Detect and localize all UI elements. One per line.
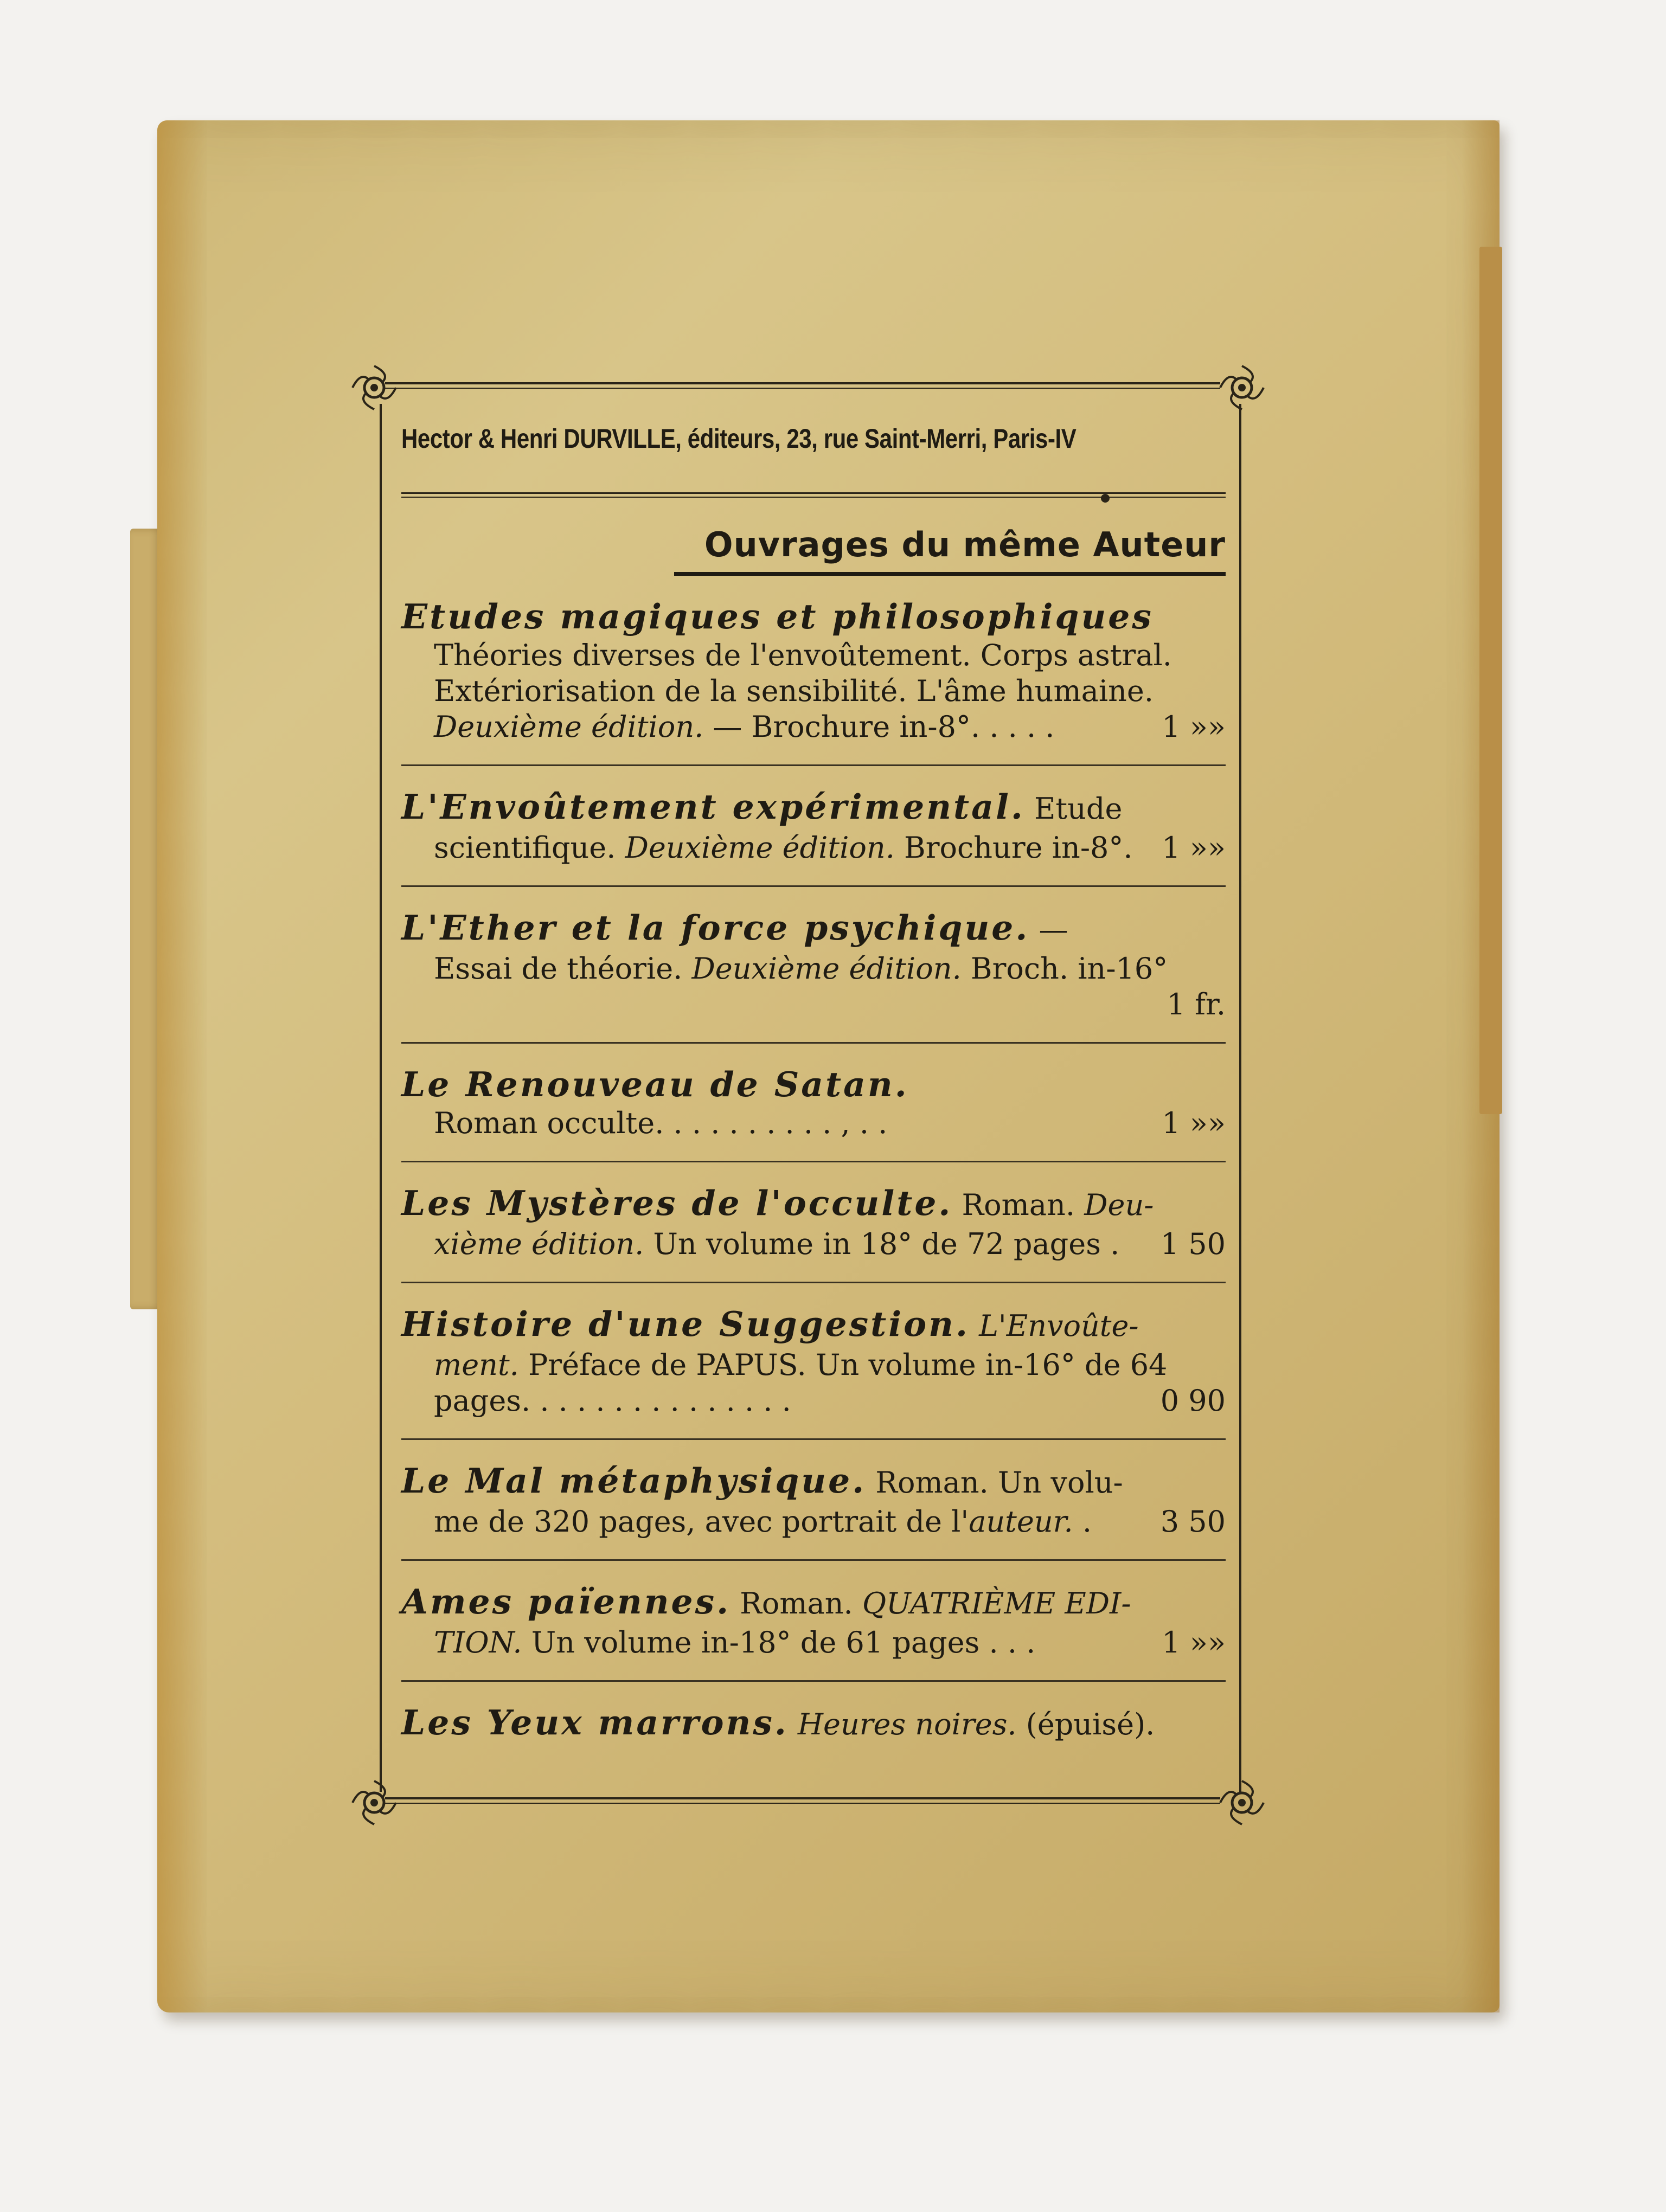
publisher-rule [401, 492, 1226, 498]
title-trail [970, 1309, 1139, 1343]
heading-underline [674, 572, 1226, 576]
title-trail [789, 1707, 1155, 1741]
entry-divider [401, 1282, 1226, 1283]
price: 1 »» [1162, 1106, 1226, 1140]
description-text: Essai de théorie. [434, 951, 692, 986]
book-description [401, 1625, 1226, 1661]
edition-label: auteur. [969, 1504, 1073, 1539]
title-text: Les Mystères de l'occulte. [401, 1183, 953, 1223]
format-text: Un volume in-18° de 61 pages . . . [522, 1625, 1036, 1660]
corner-ornament-icon [1215, 1776, 1269, 1830]
description-line: Théories diverses de l'envoûtement. Corps astral. [434, 638, 1172, 672]
book-description [401, 1504, 1226, 1540]
title-trail: Etude [1024, 792, 1123, 826]
cover-text-block [401, 407, 1226, 1746]
price: 1 »» [1162, 1625, 1226, 1660]
title-trail-italic: Heures noires. [788, 1707, 1017, 1741]
format-text: Un volume in 18° de 72 pages . [644, 1227, 1120, 1261]
price: 1 fr. [1167, 987, 1226, 1021]
edition-label: TION. [434, 1625, 522, 1660]
book-entry [401, 1580, 1226, 1661]
book-entry [401, 1459, 1226, 1540]
publisher-line: Hector & Henri DURVILLE, éditeurs, 23, rue Saint-Merri, Paris-IV [401, 423, 1077, 454]
corner-ornament-icon [347, 361, 401, 415]
title-trail-text: Roman. [731, 1586, 862, 1621]
price: 0 90 [1160, 1384, 1226, 1418]
title-trail: Roman. Un volu- [866, 1465, 1123, 1500]
book-description [401, 830, 1226, 866]
frame-right-rule [1239, 404, 1241, 1792]
format-text: Broch. in-16° [961, 951, 1168, 986]
format-text: — Brochure in-8°. . . . . [703, 710, 1055, 744]
entry-divider [401, 1559, 1226, 1561]
price: 3 50 [1160, 1504, 1226, 1539]
description-text: scientifique. [434, 831, 625, 865]
section-heading: Ouvrages du même Auteur [704, 525, 1226, 564]
title-text: L'Ether et la force psychique. [401, 908, 1030, 948]
book-description [401, 1105, 1226, 1141]
book-entry [401, 906, 1226, 1023]
description-line: Extériorisation de la sensibilité. L'âme humaine. [434, 674, 1154, 708]
title-trail-text: Roman. [952, 1188, 1085, 1222]
title-trail-text: (épuisé). [1016, 1707, 1155, 1741]
book-title [401, 1580, 1226, 1625]
description-text: pages. . . . . . . . . . . . . . . [434, 1384, 791, 1418]
book-description [401, 951, 1226, 1023]
book-description [401, 1347, 1226, 1419]
price: 1 50 [1160, 1227, 1226, 1261]
title-text: Les Yeux marrons. [401, 1702, 789, 1742]
edition-label: Deuxième édition. [691, 951, 962, 986]
book-title [401, 1303, 1226, 1347]
price: 1 »» [1162, 710, 1226, 744]
description-text: me de 320 pages, avec portrait de l' [434, 1504, 969, 1539]
format-text: . [1073, 1504, 1092, 1539]
price: 1 »» [1162, 831, 1226, 865]
title-text: Histoire d'une Suggestion. [401, 1304, 970, 1344]
edition-label: Deuxième édition. [434, 710, 704, 744]
edition-label: xième édition. [434, 1227, 644, 1261]
entry-divider [401, 885, 1226, 887]
book-title [401, 1182, 1226, 1226]
title-trail-italic: Deu- [1084, 1188, 1154, 1222]
book-title [401, 906, 1226, 951]
frame-left-rule [380, 404, 382, 1792]
book-description [401, 1226, 1226, 1262]
book-entry [401, 1303, 1226, 1419]
title-text: Le Mal métaphysique. [401, 1461, 867, 1501]
frame-top-rule [385, 382, 1220, 389]
book-title: Le Renouveau de Satan. [401, 1064, 909, 1104]
format-text: Préface de PAPUS. Un volume in-16° de 64 [518, 1348, 1168, 1382]
book-title [401, 1459, 1226, 1504]
book-entry [401, 1182, 1226, 1262]
book-entry [401, 1701, 1226, 1746]
corner-ornament-icon [347, 1776, 401, 1830]
description-line [434, 1383, 1226, 1419]
title-trail [952, 1188, 1154, 1222]
frame-bottom-rule [385, 1797, 1220, 1804]
title-trail [731, 1586, 1131, 1621]
book-entry [401, 786, 1226, 866]
edition-label: Deuxième édition. [625, 831, 895, 865]
entry-divider [401, 1042, 1226, 1044]
book-entry [401, 595, 1226, 745]
description-line [434, 709, 1226, 745]
entry-divider [401, 1161, 1226, 1162]
title-text: L'Envoûtement expérimental. [401, 787, 1025, 827]
book-title: Etudes magiques et philosophiques [401, 596, 1154, 636]
format-text: Brochure in-8°. [894, 831, 1133, 865]
title-trail-italic: QUATRIÈME EDI- [862, 1586, 1131, 1621]
description-text: Roman occulte. . . . . . . . . . , . . [434, 1106, 888, 1140]
book-entry [401, 1063, 1226, 1141]
entry-divider [401, 1438, 1226, 1440]
title-trail: — [1029, 912, 1068, 947]
title-trail-italic: L'Envoûte- [969, 1309, 1139, 1343]
book-title [401, 1701, 1226, 1746]
title-text: Ames païennes. [401, 1581, 731, 1622]
edition-label: ment. [434, 1348, 519, 1382]
book-title [401, 786, 1226, 830]
book-description [401, 638, 1226, 745]
entry-divider [401, 764, 1226, 766]
worn-right-edge [1479, 247, 1502, 1114]
entry-divider [401, 1680, 1226, 1682]
description-line [434, 1347, 1226, 1383]
